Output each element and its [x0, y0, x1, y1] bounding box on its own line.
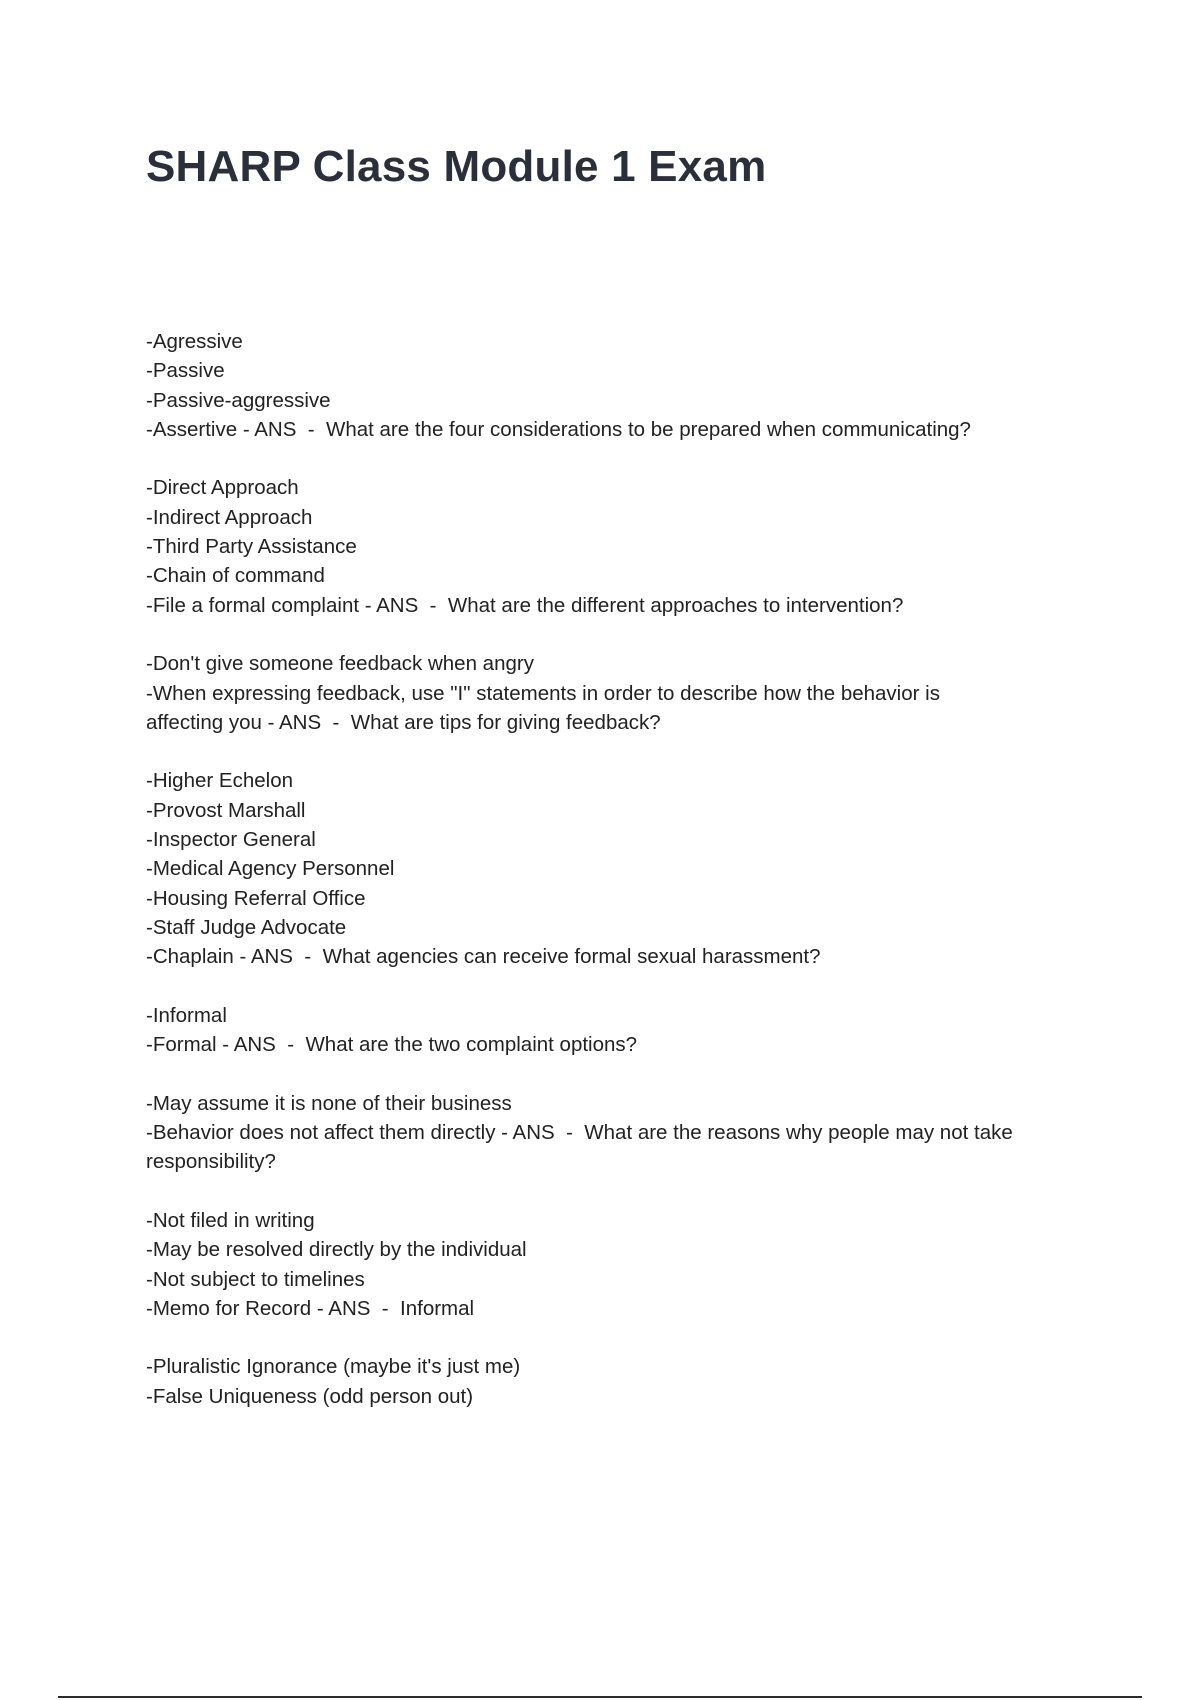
text-line: -False Uniqueness (odd person out): [146, 1384, 474, 1408]
text-line: -Memo for Record - ANS - Informal: [146, 1296, 475, 1320]
qa-block: [146, 1089, 1106, 1177]
qa-block: [146, 766, 1106, 971]
text-line: -Passive-aggressive: [146, 388, 331, 412]
qa-block: [146, 473, 1106, 619]
footer-divider: [58, 1696, 1142, 1698]
text-line: affecting you - ANS - What are tips for giving feedback?: [146, 710, 661, 734]
text-line: -Formal - ANS - What are the two complaint options?: [146, 1033, 638, 1057]
text-line: -Don't give someone feedback when angry: [146, 652, 534, 676]
text-line: -Chain of command: [146, 564, 325, 588]
text-line: -Informal: [146, 1003, 227, 1027]
text-line: -Not subject to timelines: [146, 1267, 365, 1291]
text-line: -When expressing feedback, use "I" statements in order to describe how the behavior is: [146, 681, 940, 705]
text-line: -May be resolved directly by the individual: [146, 1238, 527, 1262]
text-line: -File a formal complaint - ANS - What are the different approaches to intervention?: [146, 593, 904, 617]
text-line: -Chaplain - ANS - What agencies can receive formal sexual harassment?: [146, 945, 821, 969]
text-line: -May assume it is none of their business: [146, 1091, 512, 1115]
text-line: -Indirect Approach: [146, 505, 313, 529]
text-line: -Not filed in writing: [146, 1208, 315, 1232]
text-line: -Assertive - ANS - What are the four considerations to be prepared when communicating?: [146, 417, 971, 441]
text-line: -Staff Judge Advocate: [146, 915, 347, 939]
page-title: SHARP Class Module 1 Exam: [146, 142, 767, 191]
document-body: [146, 327, 1106, 1440]
text-line: -Provost Marshall: [146, 798, 306, 822]
qa-block: [146, 327, 1106, 444]
text-line: -Higher Echelon: [146, 769, 293, 793]
text-line: -Inspector General: [146, 828, 316, 852]
text-line: -Behavior does not affect them directly - ANS - What are the reasons why people may not take: [146, 1121, 1013, 1145]
text-line: responsibility?: [146, 1150, 276, 1174]
text-line: -Housing Referral Office: [146, 886, 366, 910]
qa-block: [146, 1001, 1106, 1060]
text-line: -Pluralistic Ignorance (maybe it's just me): [146, 1355, 521, 1379]
text-line: -Agressive: [146, 330, 243, 353]
text-line: -Third Party Assistance: [146, 535, 357, 559]
qa-block: [146, 1352, 1106, 1411]
qa-block: [146, 1206, 1106, 1323]
qa-block: [146, 649, 1106, 737]
text-line: -Passive: [146, 359, 225, 383]
text-line: -Direct Approach: [146, 476, 299, 500]
text-line: -Medical Agency Personnel: [146, 857, 395, 881]
